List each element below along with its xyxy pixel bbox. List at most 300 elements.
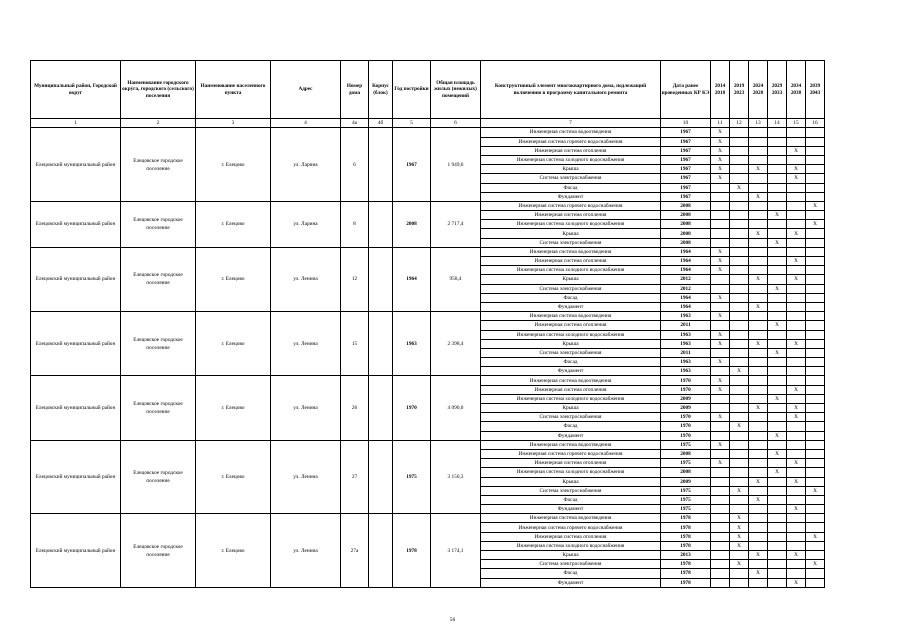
column-number: 10 xyxy=(661,119,711,128)
period-mark-cell xyxy=(806,449,825,458)
period-mark-cell xyxy=(806,155,825,164)
column-number: 5 xyxy=(393,119,431,128)
period-mark-cell xyxy=(768,385,787,394)
area-cell: 2 717,4 xyxy=(431,201,481,247)
element-name-cell: Фундамент xyxy=(481,192,661,201)
period-mark-cell xyxy=(806,468,825,477)
prev-repair-cell: 1975 xyxy=(661,495,711,504)
prev-repair-cell: 1978 xyxy=(661,560,711,569)
period-mark-cell: X xyxy=(749,569,768,578)
element-name-cell: Система электроснабжения xyxy=(481,174,661,183)
period-mark-cell xyxy=(730,247,749,256)
period-mark-cell: X xyxy=(787,275,806,284)
building-group xyxy=(31,128,825,202)
period-mark-cell: X xyxy=(787,459,806,468)
period-mark-cell xyxy=(711,394,730,403)
period-mark-cell: X xyxy=(711,312,730,321)
period-mark-cell xyxy=(787,422,806,431)
period-mark-cell xyxy=(768,413,787,422)
period-mark-cell xyxy=(787,238,806,247)
period-mark-cell: X xyxy=(749,192,768,201)
period-mark-cell xyxy=(730,211,749,220)
period-mark-cell xyxy=(730,192,749,201)
element-name-cell: Фасад xyxy=(481,293,661,302)
period-mark-cell xyxy=(806,339,825,348)
period-mark-cell xyxy=(711,183,730,192)
period-mark-cell xyxy=(711,192,730,201)
period-mark-cell xyxy=(806,404,825,413)
period-mark-cell xyxy=(768,514,787,523)
period-mark-cell xyxy=(711,495,730,504)
settlement-cell: Елецовское городское поселение xyxy=(121,440,196,514)
element-name-cell: Инженерная система отопления xyxy=(481,385,661,394)
period-mark-cell: X xyxy=(768,348,787,357)
period-mark-cell xyxy=(768,459,787,468)
area-cell: 1 949,6 xyxy=(431,128,481,202)
area-cell: 3 174,1 xyxy=(431,514,481,588)
build-year-cell: 2008 xyxy=(393,201,431,247)
period-mark-cell xyxy=(806,257,825,266)
prev-repair-cell: 1964 xyxy=(661,266,711,275)
element-name-cell: Система электроснабжения xyxy=(481,238,661,247)
period-mark-cell xyxy=(749,293,768,302)
period-mark-cell xyxy=(749,174,768,183)
house-number-cell: 15 xyxy=(341,312,369,376)
period-mark-cell: X xyxy=(806,532,825,541)
period-mark-cell xyxy=(806,367,825,376)
period-mark-cell xyxy=(749,505,768,514)
build-year-cell: 1978 xyxy=(393,514,431,588)
period-mark-cell xyxy=(787,495,806,504)
period-mark-cell: X xyxy=(730,560,749,569)
period-mark-cell xyxy=(768,551,787,560)
korpus-cell xyxy=(369,514,393,588)
period-mark-cell xyxy=(730,174,749,183)
period-mark-cell xyxy=(749,201,768,210)
column-number: 12 xyxy=(730,119,749,128)
period-mark-cell xyxy=(768,293,787,302)
house-number-cell: 26 xyxy=(341,376,369,440)
period-mark-cell xyxy=(730,220,749,229)
period-mark-cell xyxy=(749,220,768,229)
period-mark-cell xyxy=(768,183,787,192)
header-period: 2014 2018 xyxy=(711,61,730,119)
header-area: Общая площадь жилых (нежилых) помещений xyxy=(431,61,481,119)
period-mark-cell xyxy=(711,578,730,587)
prev-repair-cell: 2008 xyxy=(661,211,711,220)
period-mark-cell xyxy=(730,312,749,321)
period-mark-cell xyxy=(787,284,806,293)
period-mark-cell xyxy=(711,514,730,523)
prev-repair-cell: 1975 xyxy=(661,505,711,514)
element-name-cell: Инженерная система холодного водоснабжения xyxy=(481,330,661,339)
prev-repair-cell: 2008 xyxy=(661,449,711,458)
column-number: 3 xyxy=(196,119,271,128)
period-mark-cell xyxy=(749,459,768,468)
header-locality: Наименование населенного пункта xyxy=(196,61,271,119)
period-mark-cell: X xyxy=(768,321,787,330)
house-number-cell: 6 xyxy=(341,128,369,202)
period-mark-cell xyxy=(730,431,749,440)
prev-repair-cell: 1963 xyxy=(661,367,711,376)
prev-repair-cell: 1978 xyxy=(661,523,711,532)
period-mark-cell xyxy=(787,468,806,477)
column-number: 1 xyxy=(31,119,121,128)
element-name-cell: Фундамент xyxy=(481,431,661,440)
period-mark-cell xyxy=(787,155,806,164)
table-row xyxy=(31,376,825,385)
period-mark-cell: X xyxy=(749,339,768,348)
header-build-year: Год постройки xyxy=(393,61,431,119)
period-mark-cell xyxy=(768,569,787,578)
period-mark-cell xyxy=(749,560,768,569)
period-mark-cell xyxy=(768,229,787,238)
period-mark-cell: X xyxy=(730,514,749,523)
period-mark-cell xyxy=(711,569,730,578)
period-mark-cell: X xyxy=(730,367,749,376)
period-mark-cell xyxy=(787,321,806,330)
period-mark-cell xyxy=(806,266,825,275)
period-mark-cell: X xyxy=(787,229,806,238)
period-mark-cell xyxy=(711,551,730,560)
element-name-cell: Фундамент xyxy=(481,367,661,376)
period-mark-cell xyxy=(730,468,749,477)
period-mark-cell xyxy=(806,551,825,560)
period-mark-cell xyxy=(730,385,749,394)
period-mark-cell xyxy=(806,541,825,550)
period-mark-cell xyxy=(749,257,768,266)
element-name-cell: Крыша xyxy=(481,404,661,413)
korpus-cell xyxy=(369,440,393,514)
period-mark-cell xyxy=(730,413,749,422)
period-mark-cell xyxy=(768,302,787,311)
period-mark-cell xyxy=(730,275,749,284)
period-mark-cell xyxy=(711,275,730,284)
period-mark-cell: X xyxy=(711,266,730,275)
element-name-cell: Фасад xyxy=(481,183,661,192)
period-mark-cell xyxy=(711,523,730,532)
period-mark-cell xyxy=(730,321,749,330)
header-period: 2019 2023 xyxy=(730,61,749,119)
building-group xyxy=(31,201,825,247)
municipality-cell: Елецовский муниципальный район xyxy=(31,247,121,311)
settlement-cell: Елецовское городское поселение xyxy=(121,376,196,440)
period-mark-cell xyxy=(730,155,749,164)
period-mark-cell xyxy=(730,376,749,385)
period-mark-cell xyxy=(749,532,768,541)
period-mark-cell: X xyxy=(787,413,806,422)
prev-repair-cell: 2012 xyxy=(661,275,711,284)
prev-repair-cell: 1978 xyxy=(661,541,711,550)
period-mark-cell xyxy=(768,312,787,321)
period-mark-cell xyxy=(806,495,825,504)
street-cell: ул. Ларина xyxy=(271,201,341,247)
locality-cell: г. Елецово xyxy=(196,440,271,514)
element-name-cell: Система электроснабжения xyxy=(481,560,661,569)
header-settlement: Наименование городского округа, городского (сельского) поселения xyxy=(121,61,196,119)
period-mark-cell xyxy=(806,523,825,532)
street-cell: ул. Ларина xyxy=(271,128,341,202)
table-row xyxy=(31,312,825,321)
column-number-row xyxy=(31,119,825,128)
prev-repair-cell: 1967 xyxy=(661,128,711,137)
period-mark-cell xyxy=(787,266,806,275)
period-mark-cell xyxy=(806,302,825,311)
period-mark-cell xyxy=(749,358,768,367)
element-name-cell: Фундамент xyxy=(481,505,661,514)
period-mark-cell xyxy=(806,321,825,330)
period-mark-cell xyxy=(749,266,768,275)
building-group xyxy=(31,312,825,376)
period-mark-cell xyxy=(806,394,825,403)
prev-repair-cell: 2009 xyxy=(661,394,711,403)
street-cell: ул. Ленина xyxy=(271,312,341,376)
period-mark-cell xyxy=(768,146,787,155)
period-mark-cell xyxy=(787,330,806,339)
period-mark-cell xyxy=(768,495,787,504)
period-mark-cell: X xyxy=(749,165,768,174)
period-mark-cell xyxy=(711,449,730,458)
period-mark-cell xyxy=(711,431,730,440)
period-mark-cell: X xyxy=(711,358,730,367)
element-name-cell: Инженерная система холодного водоснабжения xyxy=(481,155,661,164)
period-mark-cell: X xyxy=(787,505,806,514)
element-name-cell: Крыша xyxy=(481,551,661,560)
prev-repair-cell: 1970 xyxy=(661,385,711,394)
element-name-cell: Инженерная система холодного водоснабжения xyxy=(481,220,661,229)
period-mark-cell xyxy=(730,404,749,413)
table-row xyxy=(31,201,825,210)
column-number: 14 xyxy=(768,119,787,128)
period-mark-cell xyxy=(787,560,806,569)
period-mark-cell xyxy=(787,211,806,220)
period-mark-cell xyxy=(768,477,787,486)
period-mark-cell xyxy=(787,367,806,376)
period-mark-cell xyxy=(787,183,806,192)
period-mark-cell xyxy=(749,155,768,164)
period-mark-cell xyxy=(787,394,806,403)
settlement-cell: Елецовское городское поселение xyxy=(121,247,196,311)
period-mark-cell xyxy=(711,541,730,550)
period-mark-cell xyxy=(806,358,825,367)
area-cell: 4 090,0 xyxy=(431,376,481,440)
settlement-cell: Елецовское городское поселение xyxy=(121,514,196,588)
period-mark-cell xyxy=(749,385,768,394)
period-mark-cell xyxy=(787,137,806,146)
period-mark-cell xyxy=(768,560,787,569)
period-mark-cell xyxy=(787,569,806,578)
period-mark-cell xyxy=(768,404,787,413)
period-mark-cell xyxy=(730,505,749,514)
period-mark-cell xyxy=(768,541,787,550)
period-mark-cell xyxy=(787,201,806,210)
period-mark-cell xyxy=(806,146,825,155)
build-year-cell: 1964 xyxy=(393,247,431,311)
prev-repair-cell: 2009 xyxy=(661,404,711,413)
header-period: 2024 2028 xyxy=(749,61,768,119)
prev-repair-cell: 1964 xyxy=(661,302,711,311)
municipality-cell: Елецовский муниципальный район xyxy=(31,376,121,440)
period-mark-cell xyxy=(711,477,730,486)
period-mark-cell xyxy=(787,514,806,523)
period-mark-cell xyxy=(768,155,787,164)
period-mark-cell: X xyxy=(749,229,768,238)
column-number: 7 xyxy=(481,119,661,128)
period-mark-cell: X xyxy=(711,128,730,137)
period-mark-cell xyxy=(749,376,768,385)
element-name-cell: Фасад xyxy=(481,495,661,504)
prev-repair-cell: 1964 xyxy=(661,247,711,256)
period-mark-cell xyxy=(749,449,768,458)
period-mark-cell xyxy=(730,165,749,174)
page-number: 56 xyxy=(449,617,456,623)
period-mark-cell: X xyxy=(768,238,787,247)
period-mark-cell xyxy=(787,128,806,137)
period-mark-cell: X xyxy=(749,275,768,284)
period-mark-cell: X xyxy=(730,422,749,431)
period-mark-cell xyxy=(768,358,787,367)
period-mark-cell: X xyxy=(787,477,806,486)
period-mark-cell: X xyxy=(787,165,806,174)
period-mark-cell xyxy=(806,459,825,468)
period-mark-cell xyxy=(806,238,825,247)
period-mark-cell xyxy=(749,578,768,587)
municipality-cell: Елецовский муниципальный район xyxy=(31,440,121,514)
element-name-cell: Инженерная система горячего водоснабжения xyxy=(481,523,661,532)
period-mark-cell: X xyxy=(787,404,806,413)
period-mark-cell xyxy=(806,385,825,394)
column-number: 16 xyxy=(806,119,825,128)
period-mark-cell xyxy=(806,422,825,431)
korpus-cell xyxy=(369,312,393,376)
period-mark-cell xyxy=(806,293,825,302)
period-mark-cell xyxy=(749,514,768,523)
element-name-cell: Инженерная система горячего водоснабжения xyxy=(481,137,661,146)
period-mark-cell xyxy=(730,201,749,210)
period-mark-cell xyxy=(768,330,787,339)
period-mark-cell xyxy=(806,165,825,174)
period-mark-cell xyxy=(749,284,768,293)
period-mark-cell: X xyxy=(749,551,768,560)
period-mark-cell xyxy=(787,302,806,311)
period-mark-cell xyxy=(768,201,787,210)
header-prev-repair: Дата ранее проведенных КР КЭ xyxy=(661,61,711,119)
period-mark-cell: X xyxy=(806,486,825,495)
build-year-cell: 1970 xyxy=(393,376,431,440)
header-period: 2029 2033 xyxy=(768,61,787,119)
period-mark-cell xyxy=(806,514,825,523)
period-mark-cell: X xyxy=(711,146,730,155)
period-mark-cell: X xyxy=(730,486,749,495)
house-number-cell: 27а xyxy=(341,514,369,588)
period-mark-cell xyxy=(730,440,749,449)
building-group xyxy=(31,376,825,440)
prev-repair-cell: 2008 xyxy=(661,468,711,477)
column-number: 4 xyxy=(271,119,341,128)
period-mark-cell xyxy=(806,413,825,422)
period-mark-cell xyxy=(806,211,825,220)
prev-repair-cell: 1967 xyxy=(661,146,711,155)
prev-repair-cell: 2011 xyxy=(661,348,711,357)
period-mark-cell xyxy=(730,477,749,486)
period-mark-cell xyxy=(730,146,749,155)
period-mark-cell: X xyxy=(749,404,768,413)
street-cell: ул. Ленина xyxy=(271,247,341,311)
period-mark-cell: X xyxy=(730,532,749,541)
prev-repair-cell: 1967 xyxy=(661,155,711,164)
locality-cell: г. Елецово xyxy=(196,201,271,247)
period-mark-cell xyxy=(768,523,787,532)
period-mark-cell xyxy=(787,523,806,532)
period-mark-cell xyxy=(730,569,749,578)
period-mark-cell: X xyxy=(711,459,730,468)
period-mark-cell xyxy=(768,128,787,137)
prev-repair-cell: 1970 xyxy=(661,431,711,440)
element-name-cell: Инженерная система водоотведения xyxy=(481,312,661,321)
period-mark-cell xyxy=(806,137,825,146)
locality-cell: г. Елецово xyxy=(196,247,271,311)
period-mark-cell xyxy=(806,247,825,256)
period-mark-cell xyxy=(806,348,825,357)
period-mark-cell xyxy=(749,211,768,220)
period-mark-cell xyxy=(730,293,749,302)
element-name-cell: Инженерная система холодного водоснабжения xyxy=(481,541,661,550)
period-mark-cell xyxy=(787,440,806,449)
period-mark-cell xyxy=(711,348,730,357)
element-name-cell: Инженерная система холодного водоснабжения xyxy=(481,468,661,477)
column-number: 6 xyxy=(431,119,481,128)
period-mark-cell xyxy=(730,284,749,293)
prev-repair-cell: 2013 xyxy=(661,551,711,560)
header-period: 2034 2038 xyxy=(787,61,806,119)
period-mark-cell xyxy=(730,551,749,560)
element-name-cell: Инженерная система отопления xyxy=(481,211,661,220)
element-name-cell: Инженерная система водоотведения xyxy=(481,247,661,256)
period-mark-cell xyxy=(730,266,749,275)
period-mark-cell: X xyxy=(768,394,787,403)
prev-repair-cell: 1970 xyxy=(661,422,711,431)
period-mark-cell xyxy=(806,275,825,284)
period-mark-cell xyxy=(730,339,749,348)
period-mark-cell xyxy=(711,486,730,495)
period-mark-cell: X xyxy=(730,523,749,532)
prev-repair-cell: 1964 xyxy=(661,257,711,266)
street-cell: ул. Ленина xyxy=(271,440,341,514)
prev-repair-cell: 1975 xyxy=(661,459,711,468)
period-mark-cell: X xyxy=(711,257,730,266)
period-mark-cell: X xyxy=(711,247,730,256)
period-mark-cell xyxy=(768,376,787,385)
period-mark-cell: X xyxy=(749,302,768,311)
prev-repair-cell: 1963 xyxy=(661,312,711,321)
period-mark-cell: X xyxy=(787,146,806,155)
locality-cell: г. Елецово xyxy=(196,376,271,440)
period-mark-cell: X xyxy=(768,284,787,293)
period-mark-cell xyxy=(768,247,787,256)
element-name-cell: Фасад xyxy=(481,569,661,578)
area-cell: 3 150,3 xyxy=(431,440,481,514)
period-mark-cell: X xyxy=(787,578,806,587)
table-row xyxy=(31,247,825,256)
municipality-cell: Елецовский муниципальный район xyxy=(31,201,121,247)
period-mark-cell xyxy=(711,229,730,238)
header-row xyxy=(31,61,825,119)
house-number-cell: 8 xyxy=(341,201,369,247)
period-mark-cell xyxy=(768,220,787,229)
period-mark-cell xyxy=(768,137,787,146)
period-mark-cell xyxy=(730,358,749,367)
period-mark-cell xyxy=(806,376,825,385)
